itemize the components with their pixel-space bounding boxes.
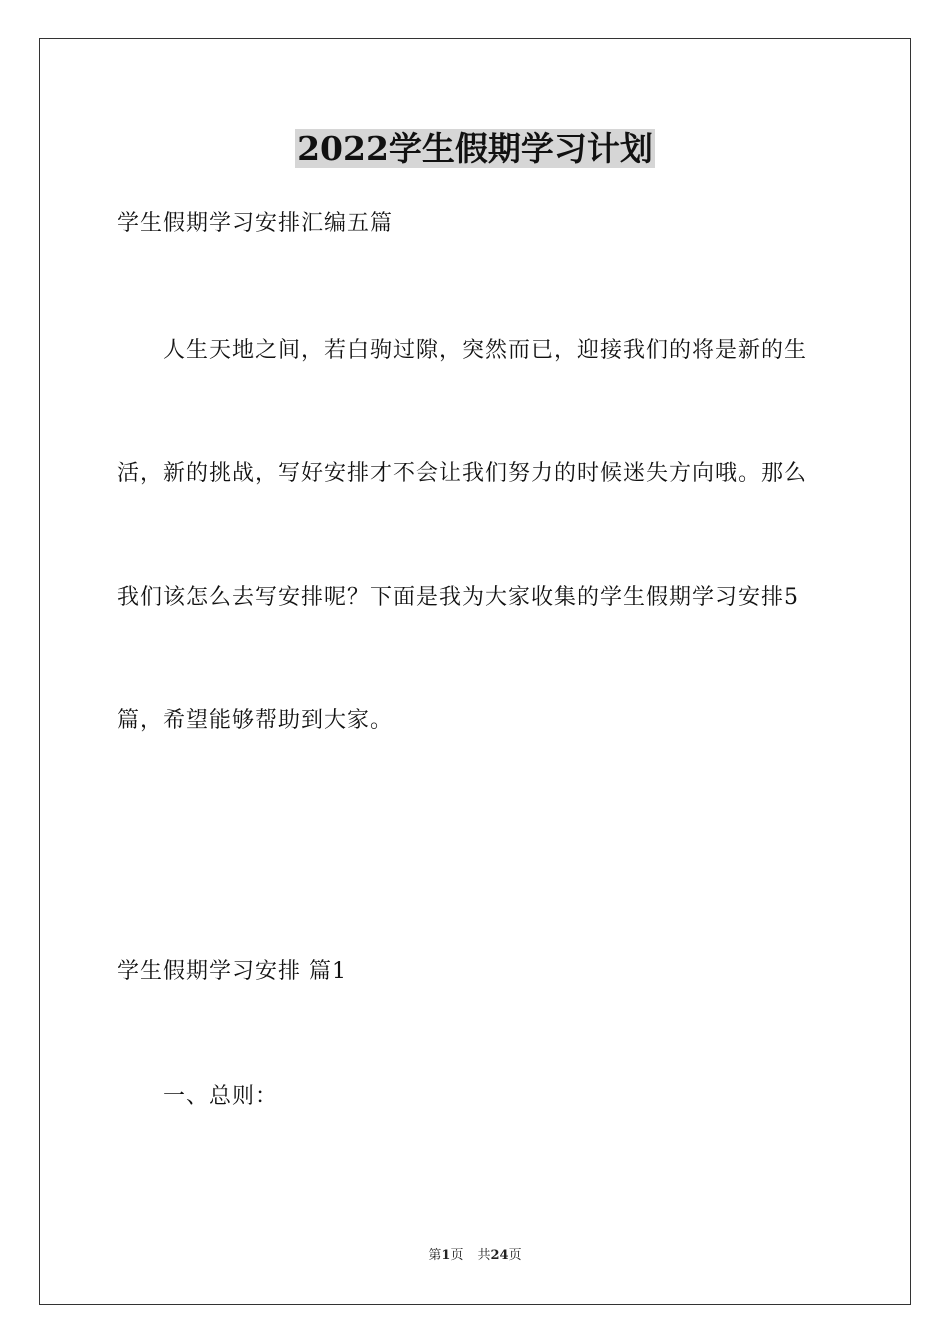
document-title <box>0 124 950 174</box>
document-title-text: 2022学生假期学习计划 <box>297 129 653 168</box>
footer-total-suffix: 页 <box>508 1248 522 1263</box>
section-item-general: 一、总则： <box>163 1084 279 1109</box>
section-heading: 学生假期学习安排 篇1 <box>117 959 347 984</box>
intro-line-2: 活，新的挑战，写好安排才不会让我们努力的时候迷失方向哦。那么 <box>117 461 808 486</box>
footer-page-number: 1 <box>441 1248 451 1263</box>
footer-page-prefix: 第 <box>428 1248 442 1263</box>
page-footer <box>0 1246 950 1266</box>
footer-total-pages: 24 <box>490 1248 509 1263</box>
intro-line-4: 篇，希望能够帮助到大家。 <box>117 708 394 733</box>
document-subtitle: 学生假期学习安排汇编五篇 <box>117 211 394 236</box>
intro-line-1: 人生天地之间，若白驹过隙，突然而已，迎接我们的将是新的生 <box>163 338 808 363</box>
footer-total-prefix: 共 <box>477 1248 491 1263</box>
footer-page-suffix: 页 <box>450 1248 464 1263</box>
intro-line-3: 我们该怎么去写安排呢？下面是我为大家收集的学生假期学习安排5 <box>117 585 799 610</box>
